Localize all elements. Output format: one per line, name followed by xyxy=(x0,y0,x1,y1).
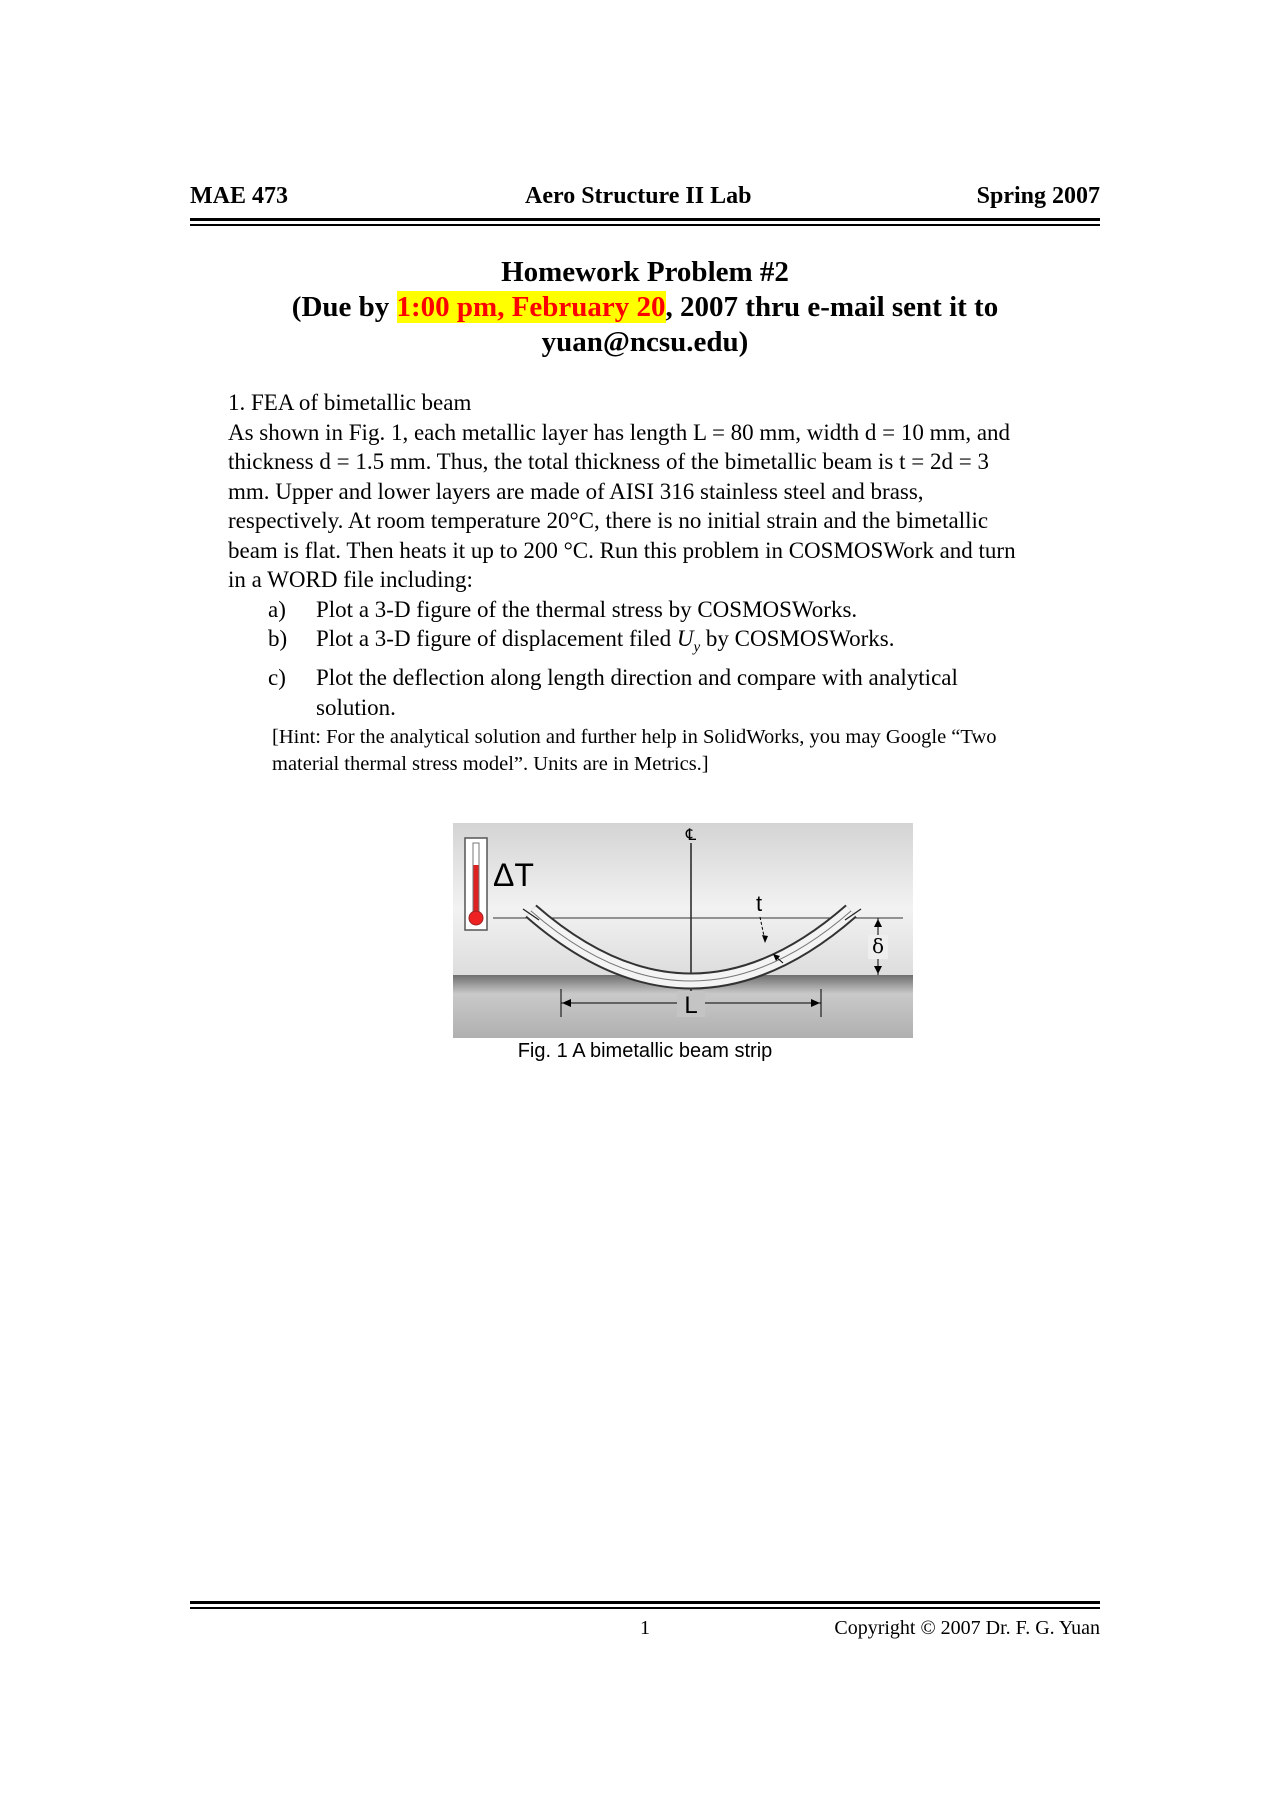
lab-title: Aero Structure II Lab xyxy=(525,183,752,209)
thickness-label: t xyxy=(756,891,763,916)
header-rule-top xyxy=(190,218,1100,221)
figure-background xyxy=(453,823,913,978)
footer-rule-top xyxy=(190,1601,1100,1604)
paragraph-line: in a WORD file including: xyxy=(228,567,473,592)
list-text: by COSMOSWorks. xyxy=(700,626,895,651)
variable-subscript: y xyxy=(693,639,701,656)
thermometer-icon xyxy=(465,838,487,930)
paragraph-line: respectively. At room temperature 20°C, there is no initial strain and the bimetallic xyxy=(228,508,989,533)
problem-body xyxy=(228,388,1100,778)
term: Spring 2007 xyxy=(976,183,1100,209)
list-text: solution. xyxy=(316,694,396,720)
footer-rule-bottom xyxy=(190,1607,1100,1609)
list-text: Plot the deflection along length direction and compare with analytical xyxy=(316,665,958,691)
deflection-label: δ xyxy=(871,934,885,958)
hint-line: material thermal stress model”. Units are in Metrics.] xyxy=(272,753,709,776)
header-rule-bottom xyxy=(190,224,1100,226)
hint-note xyxy=(228,724,1100,778)
figure-caption: Fig. 1 A bimetallic beam strip xyxy=(517,1040,773,1062)
list-label: a) xyxy=(268,596,286,622)
due-date-highlight: 1:00 pm, February 20 xyxy=(396,291,666,323)
list-item-a xyxy=(228,595,1100,625)
paragraph-line: As shown in Fig. 1, each metallic layer has length L = 80 mm, width d = 10 mm, and xyxy=(228,419,1011,445)
paragraph-line: beam is flat. Then heats it up to 200 °C. Run this problem in COSMOSWork and turn xyxy=(228,537,1016,563)
list-item-c xyxy=(228,663,1100,722)
homework-title xyxy=(190,255,1100,360)
paragraph-line: thickness d = 1.5 mm. Thus, the total thickness of the bimetallic beam is t = 2d = 3 xyxy=(228,449,989,474)
bimetallic-beam-figure xyxy=(453,823,913,1038)
list-item-b xyxy=(228,624,1100,663)
list-label: b) xyxy=(268,626,288,651)
variable-u: U xyxy=(676,626,694,651)
centerline-symbol: ℄ xyxy=(685,825,697,844)
email-line: yuan@ncsu.edu) xyxy=(541,326,749,358)
course-code: MAE 473 xyxy=(190,183,288,209)
due-prefix: (Due by xyxy=(291,291,397,323)
delta-t-label: ΔT xyxy=(493,857,534,893)
list-label: c) xyxy=(268,665,286,691)
copyright: Copyright © 2007 Dr. F. G. Yuan xyxy=(834,1617,1100,1639)
length-label: L xyxy=(684,992,698,1019)
due-line xyxy=(190,290,1100,325)
problem-heading: 1. FEA of bimetallic beam xyxy=(228,390,472,415)
list-text: Plot a 3-D figure of displacement filed xyxy=(316,626,677,651)
title-line-1: Homework Problem #2 xyxy=(501,256,789,288)
page-number: 1 xyxy=(640,1617,650,1639)
hint-line: [Hint: For the analytical solution and further help in SolidWorks, you may Google “Two xyxy=(272,726,997,749)
due-suffix: , 2007 thru e-mail sent it to xyxy=(665,291,999,323)
list-text: Plot a 3-D figure of the thermal stress by COSMOSWorks. xyxy=(316,596,858,622)
paragraph-line: mm. Upper and lower layers are made of AISI 316 stainless steel and brass, xyxy=(228,478,924,504)
